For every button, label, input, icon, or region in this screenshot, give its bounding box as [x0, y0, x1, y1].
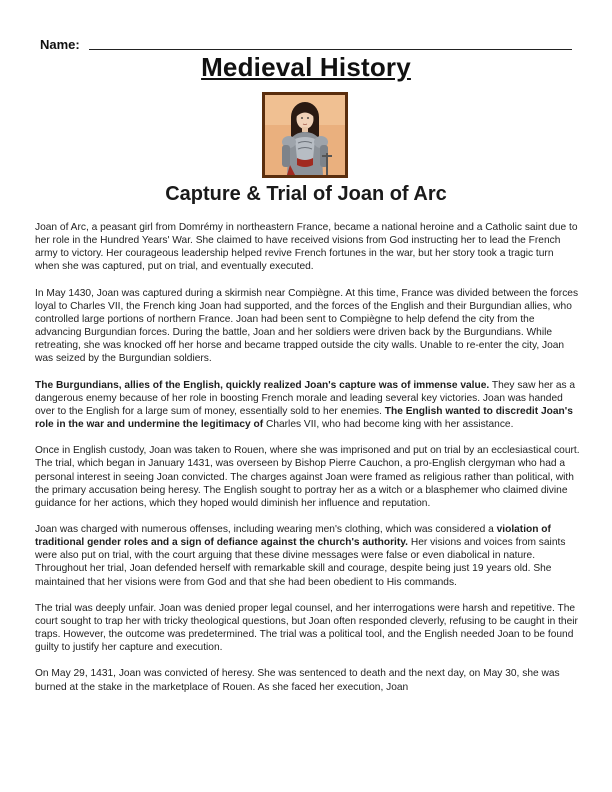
paragraph-4: Once in English custody, Joan was taken to Rouen, where she was imprisoned and put on trial by an ecclesiastical court. The trial, which began in January 1431, was overseen by Bishop Pierre Cauchon, a pro-English clergyman who had a personal interest in seeing Joan convicted. The charges against Joan were framed as religious rather than political, with the primary accusation being heresy. The English sought to portray her as a witch or a blasphemer who claimed divine guidance for her actions, which they hoped would diminish her influence and reputation. — [35, 445, 580, 509]
joan-of-arc-portrait-icon — [265, 95, 345, 175]
paragraph-3 — [35, 379, 580, 432]
bold-text: The Burgundians, allies of the English, quickly realized Joan's capture was of immense value. — [35, 379, 490, 391]
paragraph-text: Her visions and voices from saints were also put on trial, with the court arguing that these divine messages were false or even diabolical in nature. Throughout her trial, Joan defended herself with remarkable skill and courage, despite being just 19 years old. She maintained that her visions were from God and that she had been obedient to His commands. — [35, 537, 566, 588]
name-field-line[interactable] — [89, 49, 572, 50]
article-body — [35, 221, 580, 707]
paragraph-text: They saw her as a dangerous enemy because of her role in boosting French morale and leading several key victories. Joan was handed over to the English for a large sum of money, essentially sold to her enemies. — [35, 379, 576, 417]
paragraph-6: The trial was deeply unfair. Joan was denied proper legal counsel, and her interrogations were harsh and repetitive. The court sought to trap her with tricky theological questions, but Joan often responded cleverly, refusing to be caught in their traps. However, the outcome was predetermined. The trial was a political tool, and the English needed Joan to be found guilty to justify her capture and execution. — [35, 602, 578, 654]
article-title: Capture & Trial of Joan of Arc — [165, 183, 447, 205]
page-title: Medieval History — [201, 52, 411, 82]
name-label: Name: — [40, 37, 80, 52]
bold-text: The English wanted to discredit Joan's role in the war and undermine the legitimacy of — [35, 405, 573, 431]
paragraph-text: Joan was charged with numerous offenses, including wearing men's clothing, which was considered a — [35, 523, 497, 535]
bold-text: violation of traditional gender roles and a sign of defiance against the church's authority. — [35, 523, 551, 549]
paragraph-5 — [35, 523, 580, 589]
paragraph-text: Charles VII, who had become king with her assistance. — [263, 419, 514, 431]
paragraph-7: On May 29, 1431, Joan was convicted of heresy. She was sentenced to death and the next day, on May 30, she was burned at the stake in the marketplace of Rouen. As she faced her execution, Joan — [35, 668, 560, 693]
portrait-frame — [262, 92, 348, 178]
paragraph-1: Joan of Arc, a peasant girl from Domrémy in northeastern France, became a national heroine and a Catholic saint due to her role in the Hundred Years' War. She claimed to have received visions from God instructing her to lead the French army to victory. Her courageous leadership helped revive French fortunes in the war, but her story took a tragic turn when she was captured, put on trial, and eventually executed. — [35, 222, 578, 273]
name-row — [40, 37, 572, 53]
paragraph-2: In May 1430, Joan was captured during a skirmish near Compiègne. At this time, France was divided between the forces loyal to Charles VII, the French king Joan had supported, and the forces of the English and their Burgundian allies, who controlled large portions of northern France. Joan had been sent to Compiègne to help defend the city from the advancing Burgundian forces. During the battle, Joan and her soldiers were driven back by the Burgundians. While retreating, she was knocked off her horse and became trapped outside the city walls. Unable to re-enter the city, Joan was seized by the Burgundian soldiers. — [35, 287, 579, 365]
